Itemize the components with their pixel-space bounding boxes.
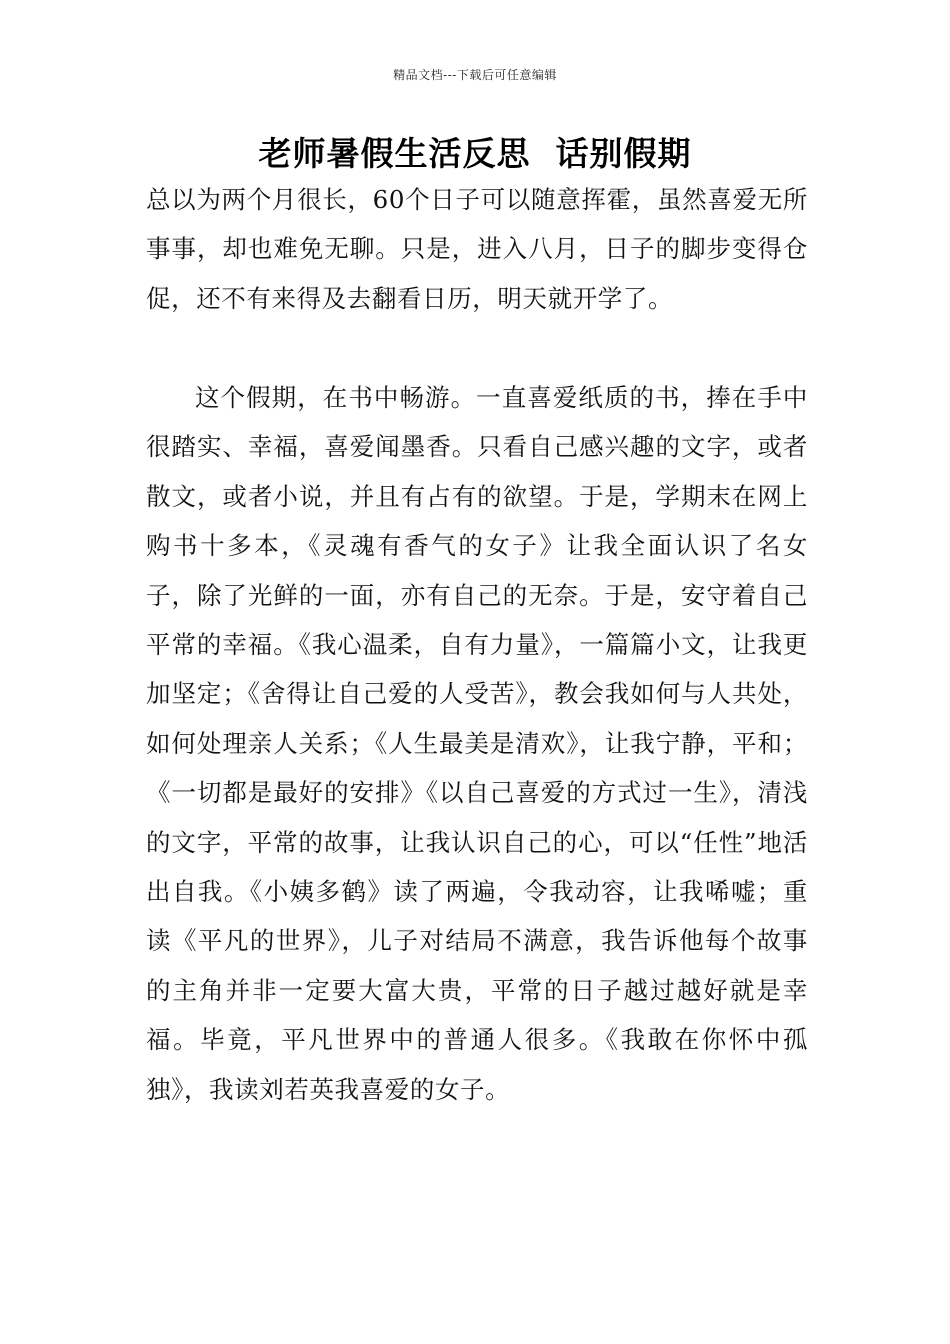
document-title: 老师暑假生活反思 话别假期: [258, 134, 692, 173]
page-header: 精品文档---下载后可任意编辑: [393, 68, 557, 82]
paragraph-reading: 这个假期，在书中畅游。一直喜爱纸质的书，捧在手中很踏实、幸福，喜爱闻墨香。只看自己感兴趣的文字，或者散文，或者小说，并且有占有的欲望。于是，学期末在网上购书十多本，《灵魂有香气的女子》让我全面认识了名女子，除了光鲜的一面，亦有自己的无奈。于是，安守着自己平常的幸福。《我心温柔，自有力量》，一篇篇小文，让我更加坚定；《舍得让自己爱的人受苦》，教会我如何与人共处，如何处理亲人关系；《人生最美是清欢》，让我宁静，平和；《一切都是最好的安排》《以自己喜爱的方式过一生》，清浅的文字，平常的故事，让我认识自己的心，可以“任性”地活出自我。《小姨多鹤》读了两遍，令我动容，让我唏嘘；重读《平凡的世界》，儿子对结局不满意，我告诉他每个故事的主角并非一定要大富大贵，平常的日子越过越好就是幸福。毕竟，平凡世界中的普通人很多。《我敢在你怀中孤独》，我读刘若英我喜爱的女子。: [146, 383, 808, 1104]
paragraph-intro: 总以为两个月很长，60个日子可以随意挥霍，虽然喜爱无所事事，却也难免无聊。只是，进入八月，日子的脚步变得仓促，还不有来得及去翻看日历，明天就开学了。: [146, 185, 808, 313]
